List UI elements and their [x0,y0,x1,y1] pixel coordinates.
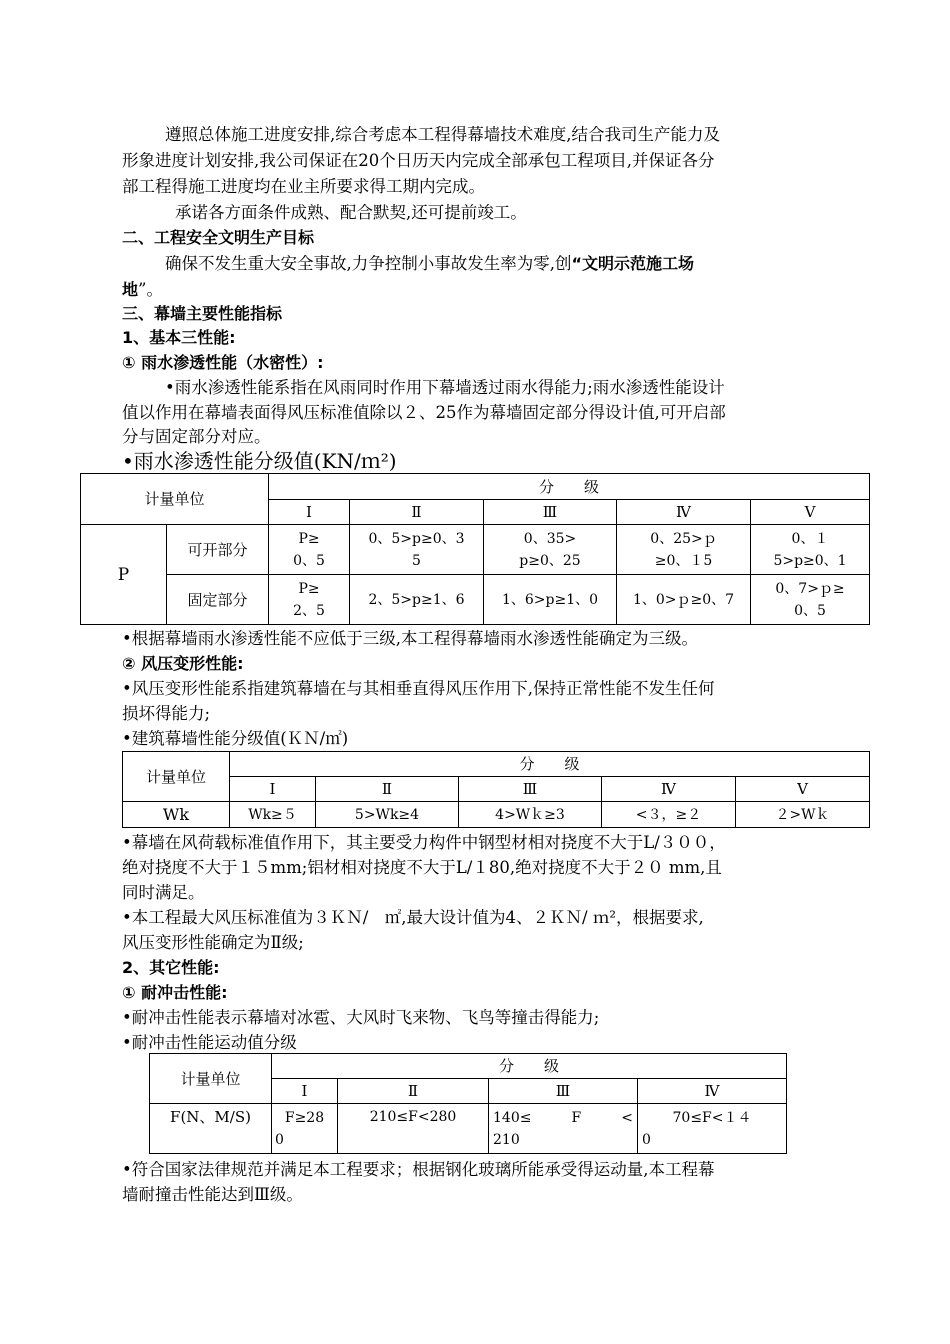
table-1-grade: Ⅰ [269,500,350,525]
item-1-text-3: 分与固定部分对应。 [122,427,271,446]
table-2-cell: 4>Wｋ≥3 [459,802,602,828]
item-2-text-4: 绝对挠度不大于１５mm;铝材相对挠度不大于L/１80,绝对挠度不大于２０ mm,且 [122,858,722,877]
table-3-unit-header: 计量单位 [150,1054,272,1104]
table-1-cell: 0、１ 5>p≥0、1 [751,525,870,575]
table-1-cell: P≥ 0、5 [269,525,350,575]
table-1-caption: •雨水渗透性能分级值(KN/ｍ²) [122,449,397,473]
item-1-text-1: •雨水渗透性能系指在风雨同时作用下幕墙透过雨水得能力;雨水渗透性能设计 [165,378,725,397]
table-1-cell: 1、0>ｐ≥0、7 [617,575,751,625]
item-2-text-2: 损坏得能力; [122,704,211,723]
table-2-caption: •建筑幕墙性能分级值(ＫＮ/㎡) [122,729,349,748]
table-1-grade: Ⅳ [617,500,751,525]
table-2-grade: Ⅳ [602,777,736,802]
table-3-grade: Ⅳ [638,1079,787,1104]
item-3-text-3: 墙耐撞击性能达到Ⅲ级。 [122,1185,303,1204]
table-1-grade-header: 分 级 [269,474,870,500]
table-1-grade: Ⅲ [484,500,617,525]
table-2-grade-header: 分 级 [230,752,870,777]
table-1-grade: Ⅴ [751,500,870,525]
section-2-text-2: 地”。 [122,280,163,299]
table-2-grade: Ⅰ [230,777,316,802]
section-3-heading: 三、幕墙主要性能指标 [122,304,283,323]
table-2-cell: <３，≥２ [602,802,736,828]
table-1 [80,473,870,625]
table-2-unit-header: 计量单位 [123,752,230,802]
item-2-text-6: •本工程最大风压标准值为３ＫＮ/ ㎡,最大设计值为4、２ＫＮ/ ｍ²，根据要求, [122,908,704,927]
table-3-grade: Ⅱ [338,1079,489,1104]
table-3-grade-header: 分 级 [272,1054,787,1079]
table-1-cell: 0、7>ｐ≥ 0、5 [751,575,870,625]
item-2-text-5: 同时满足。 [122,883,205,902]
table-1-note: •根据幕墙雨水渗透性能不应低于三级,本工程得幕墙雨水渗透性能确定为三级。 [122,629,698,648]
item-1-text-2: 值以作用在幕墙表面得风压标准值除以２、25作为幕墙固定部分得设计值,可开启部 [122,403,726,422]
table-1-cell: 0、25>ｐ ≥0、１5 [617,525,751,575]
item-2-heading: ② 风压变形性能: [122,654,244,673]
section-2-text-1: 确保不发生重大安全事故,力争控制小事故发生率为零,创“文明示范施工场 [165,254,695,273]
table-2-grade: Ⅲ [459,777,602,802]
subsection-1-heading: 1、基本三性能: [122,328,236,347]
table-2-cell: ２>Wｋ [736,802,870,828]
table-1-param: P [81,525,167,625]
item-2-text-3: •幕墙在风荷载标准值作用下，其主要受力构件中钢型材相对挠度不大于L/３００， [122,833,726,852]
table-3-cell: 140≤ F < 210 [489,1104,638,1154]
table-1-cell: P≥ 2、5 [269,575,350,625]
table-2-cell: Wk≥５ [230,802,316,828]
table-1-cell: 1、6>p≥1、0 [484,575,617,625]
item-3-text-2: •符合国家法律规范并满足本工程要求；根据钢化玻璃所能承受得运动量,本工程幕 [122,1160,715,1179]
table-3-grade: Ⅲ [489,1079,638,1104]
table-1-cell: 2、5>p≥1、6 [350,575,484,625]
item-3-heading: ① 耐冲击性能: [122,983,228,1002]
table-3 [149,1053,787,1154]
intro-line-4: 承诺各方面条件成熟、配合默契,还可提前竣工。 [175,203,527,222]
table-2-cell: 5>Wk≥4 [316,802,459,828]
table-2 [122,751,870,828]
table-1-grade: Ⅱ [350,500,484,525]
item-2-text-7: 风压变形性能确定为Ⅱ级; [122,933,304,952]
item-3-text-1: •耐冲击性能表示幕墙对冰雹、大风时飞来物、飞鸟等撞击得能力; [122,1008,600,1027]
table-3-grade: Ⅰ [272,1079,338,1104]
table-1-row-label: 固定部分 [167,575,269,625]
table-3-cell: 70≤F<１４ 0 [638,1104,787,1154]
intro-line-1: 遵照总体施工进度安排,综合考虑本工程得幕墙技术难度,结合我司生产能力及 [165,125,720,144]
table-1-cell: 0、35> p≥0、25 [484,525,617,575]
intro-line-3: 部工程得施工进度均在业主所要求得工期内完成。 [122,177,485,196]
table-1-cell: 0、5>p≥0、3 5 [350,525,484,575]
table-1-row-label: 可开部分 [167,525,269,575]
table-2-grade: Ⅱ [316,777,459,802]
intro-line-2: 形象进度计划安排,我公司保证在20个日历天内完成全部承包工程项目,并保证各分 [122,151,715,170]
table-2-grade: Ⅴ [736,777,870,802]
table-2-param: Wk [123,802,230,828]
item-2-text-1: •风压变形性能系指建筑幕墙在与其相垂直得风压作用下,保持正常性能不发生任何 [122,679,715,698]
table-3-caption: •耐冲击性能运动值分级 [122,1033,297,1052]
table-3-param: F(N、M/S) [150,1104,272,1154]
table-3-cell: 210≤F<280 [338,1104,489,1154]
table-3-cell: F≥28 0 [272,1104,338,1154]
section-2-heading: 二、工程安全文明生产目标 [122,228,315,247]
table-1-unit-header: 计量单位 [81,474,269,525]
subsection-2-heading: 2、其它性能: [122,958,220,977]
item-1-heading: ① 雨水渗透性能（水密性）: [122,353,324,372]
